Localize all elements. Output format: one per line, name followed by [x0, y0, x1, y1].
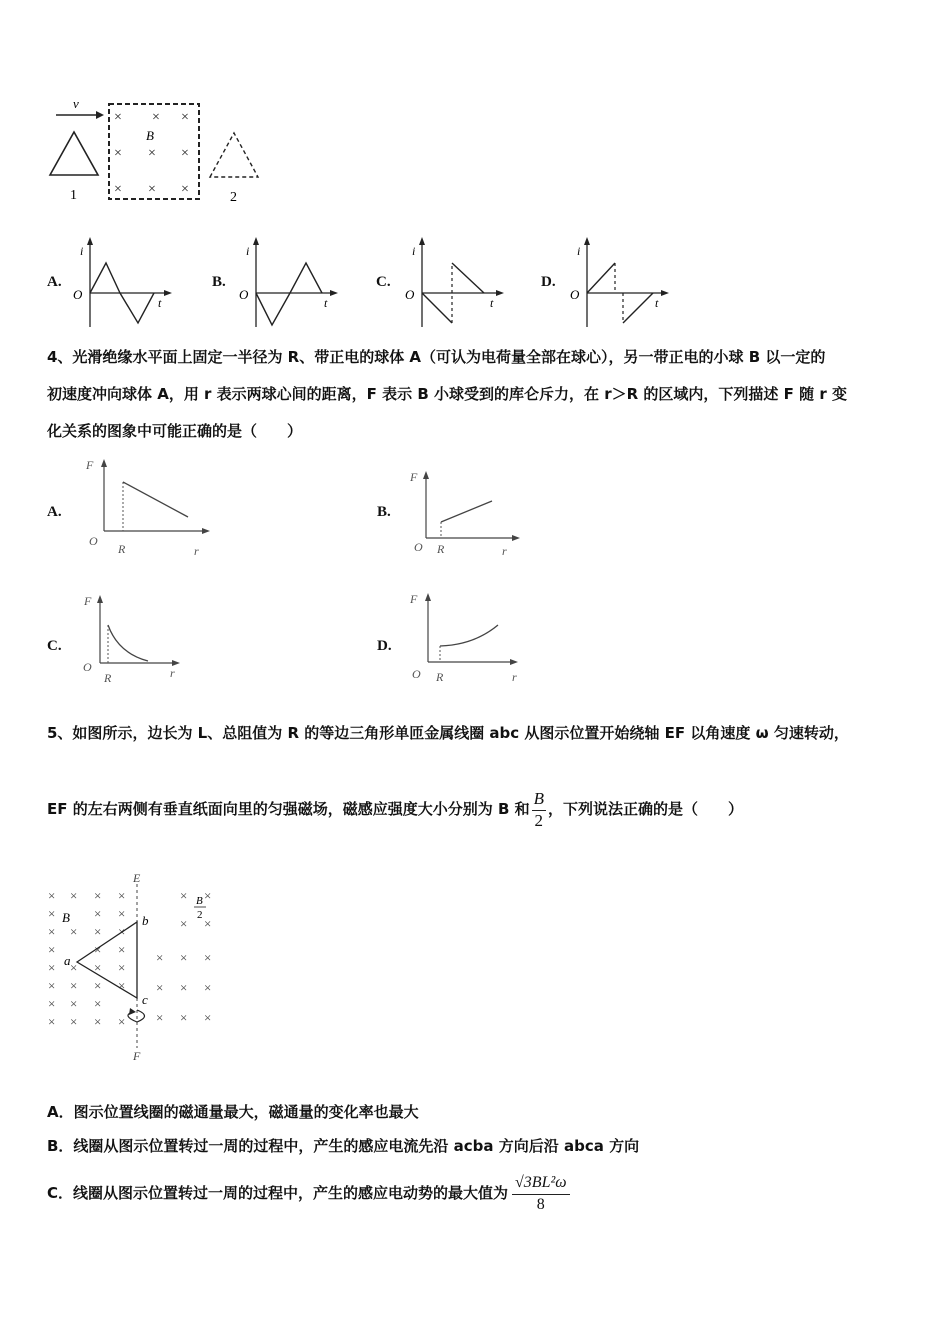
svg-text:×: × — [48, 942, 56, 957]
svg-text:r: r — [512, 670, 517, 684]
q5-option-b: B．线圈从图示位置转过一周的过程中，产生的感应电流先沿 acba 方向后沿 abca 方向 — [47, 1137, 640, 1155]
svg-text:×: × — [156, 980, 164, 995]
triangle-1-label: 1 — [70, 188, 77, 203]
svg-text:×: × — [118, 924, 126, 939]
svg-text:×: × — [70, 924, 78, 939]
svg-text:×: × — [94, 942, 102, 957]
q4-graph-b — [402, 465, 527, 565]
svg-text:×: × — [70, 996, 78, 1011]
graph-label-c: C. — [376, 274, 391, 290]
svg-text:×: × — [181, 110, 189, 125]
q5-option-a: A．图示位置线圈的磁通量最大，磁通量的变化率也最大 — [47, 1103, 419, 1121]
q5-fraction-num: B — [532, 788, 546, 811]
svg-text:×: × — [48, 978, 56, 993]
svg-text:F: F — [84, 594, 92, 608]
q5-fraction-b-half — [532, 788, 546, 831]
svg-text:F: F — [410, 470, 418, 484]
svg-text:×: × — [148, 182, 156, 197]
svg-text:B: B — [62, 910, 70, 925]
svg-text:t: t — [490, 296, 494, 310]
svg-text:×: × — [180, 980, 188, 995]
svg-text:×: × — [204, 916, 212, 931]
svg-text:a: a — [64, 953, 71, 968]
svg-text:R: R — [104, 671, 112, 685]
q4-option-d-label: D. — [377, 638, 392, 654]
svg-text:×: × — [70, 960, 78, 975]
svg-text:b: b — [142, 913, 149, 928]
svg-text:r: r — [194, 544, 199, 558]
graph-i-b — [234, 235, 344, 330]
svg-text:×: × — [118, 1014, 126, 1029]
svg-text:F: F — [410, 592, 418, 606]
svg-text:×: × — [94, 1014, 102, 1029]
field-label: B — [146, 128, 154, 143]
q5-line-2-text-a: EF 的左右两侧有垂直纸面向里的匀强磁场，磁感应强度大小分别为 B 和 — [47, 800, 530, 818]
svg-text:O: O — [239, 287, 249, 302]
q4-option-b-label: B. — [377, 504, 391, 520]
svg-text:R: R — [118, 542, 126, 556]
svg-text:×: × — [180, 950, 188, 965]
velocity-label: v — [73, 96, 79, 111]
svg-text:×: × — [118, 960, 126, 975]
svg-text:t: t — [158, 296, 162, 310]
q5-option-c-fraction — [512, 1172, 570, 1215]
graph-i-a — [68, 235, 178, 330]
svg-text:r: r — [502, 544, 507, 558]
q5-line-2 — [47, 788, 743, 831]
svg-text:R: R — [436, 670, 444, 684]
svg-text:×: × — [148, 146, 156, 161]
svg-text:×: × — [94, 978, 102, 993]
q5-figure-rotating-coil — [40, 870, 230, 1065]
svg-text:O: O — [412, 667, 421, 681]
q4-graph-d — [402, 585, 527, 690]
q4-line-1: 4、光滑绝缘水平面上固定一半径为 R、带正电的球体 A（可认为电荷量全部在球心），另一带正电的小球 B 以一定的 — [47, 348, 826, 366]
svg-text:×: × — [156, 1010, 164, 1025]
svg-text:i: i — [246, 244, 250, 258]
velocity-arrow — [56, 111, 104, 119]
svg-text:×: × — [118, 978, 126, 993]
svg-text:E: E — [133, 871, 141, 885]
svg-text:B: B — [196, 895, 203, 907]
svg-text:O: O — [89, 534, 98, 548]
svg-text:i: i — [412, 244, 416, 258]
svg-text:×: × — [70, 1014, 78, 1029]
svg-text:×: × — [70, 888, 78, 903]
q5-triangle-abc — [77, 922, 137, 998]
svg-text:O: O — [405, 287, 415, 302]
triangle-2-label: 2 — [230, 190, 237, 205]
fig-triangle-field — [40, 95, 280, 210]
svg-text:×: × — [204, 980, 212, 995]
svg-text:×: × — [152, 110, 160, 125]
svg-text:t: t — [324, 296, 328, 310]
svg-text:t: t — [655, 296, 659, 310]
q4-line-3: 化关系的图象中可能正确的是（ ） — [47, 422, 303, 440]
q5-option-c — [47, 1172, 570, 1215]
q4-option-a-label: A. — [47, 504, 62, 520]
svg-text:×: × — [48, 996, 56, 1011]
graph-label-a: A. — [47, 274, 62, 290]
q5-option-c-text: C．线圈从图示位置转过一周的过程中，产生的感应电动势的最大值为 — [47, 1184, 509, 1202]
svg-text:×: × — [94, 924, 102, 939]
svg-text:×: × — [118, 888, 126, 903]
svg-text:×: × — [118, 942, 126, 957]
svg-text:×: × — [118, 906, 126, 921]
svg-text:c: c — [142, 992, 148, 1007]
svg-text:×: × — [94, 996, 102, 1011]
svg-text:F: F — [86, 458, 94, 472]
svg-text:r: r — [170, 666, 175, 680]
q5-field-crosses — [48, 888, 211, 1029]
svg-text:×: × — [180, 916, 188, 931]
svg-text:×: × — [180, 1010, 188, 1025]
graph-label-b: B. — [212, 274, 226, 290]
svg-text:×: × — [48, 906, 56, 921]
svg-text:×: × — [204, 1010, 212, 1025]
svg-text:×: × — [48, 924, 56, 939]
svg-text:×: × — [181, 182, 189, 197]
svg-text:O: O — [83, 660, 92, 674]
q4-option-c-label: C. — [47, 638, 62, 654]
q5-line-1: 5、如图所示，边长为 L、总阻值为 R 的等边三角形单匝金属线圈 abc 从图示位置开始绕轴 EF 以角速度 ω 匀速转动， — [47, 724, 849, 742]
q5-option-c-den: 8 — [536, 1196, 545, 1213]
svg-text:×: × — [204, 888, 212, 903]
svg-text:R: R — [437, 542, 445, 556]
q4-line-2: 初速度冲向球体 A，用 r 表示两球心间的距离，F 表示 B 小球受到的库仑斥力，在 r＞R 的区域内，下列描述 F 随 r 变 — [47, 385, 847, 403]
svg-text:×: × — [94, 960, 102, 975]
graph-i-c — [400, 235, 510, 330]
svg-text:×: × — [204, 950, 212, 965]
svg-text:O: O — [73, 287, 83, 302]
q5-option-c-num: √3BL²ω — [512, 1172, 570, 1195]
q5-fraction-den: 2 — [534, 811, 544, 830]
svg-text:i: i — [577, 244, 581, 258]
graph-label-d: D. — [541, 274, 556, 290]
triangle-2 — [210, 133, 258, 177]
svg-text:×: × — [70, 978, 78, 993]
svg-text:F: F — [133, 1049, 141, 1063]
svg-text:O: O — [414, 540, 423, 554]
triangle-1 — [50, 132, 98, 175]
svg-text:×: × — [48, 888, 56, 903]
svg-text:×: × — [180, 888, 188, 903]
svg-text:×: × — [114, 182, 122, 197]
svg-text:×: × — [48, 960, 56, 975]
svg-text:×: × — [114, 110, 122, 125]
svg-text:×: × — [94, 906, 102, 921]
svg-text:O: O — [570, 287, 580, 302]
svg-text:2: 2 — [197, 909, 203, 921]
svg-text:×: × — [181, 146, 189, 161]
svg-text:×: × — [156, 950, 164, 965]
svg-text:i: i — [80, 244, 84, 258]
svg-text:×: × — [94, 888, 102, 903]
svg-text:×: × — [48, 1014, 56, 1029]
q4-graph-c — [80, 585, 190, 685]
graph-i-d — [565, 235, 675, 330]
svg-text:×: × — [114, 146, 122, 161]
q4-graph-a — [80, 455, 215, 560]
q5-line-2-text-b: ，下列说法正确的是（ ） — [548, 800, 744, 818]
field-crosses — [114, 110, 189, 197]
